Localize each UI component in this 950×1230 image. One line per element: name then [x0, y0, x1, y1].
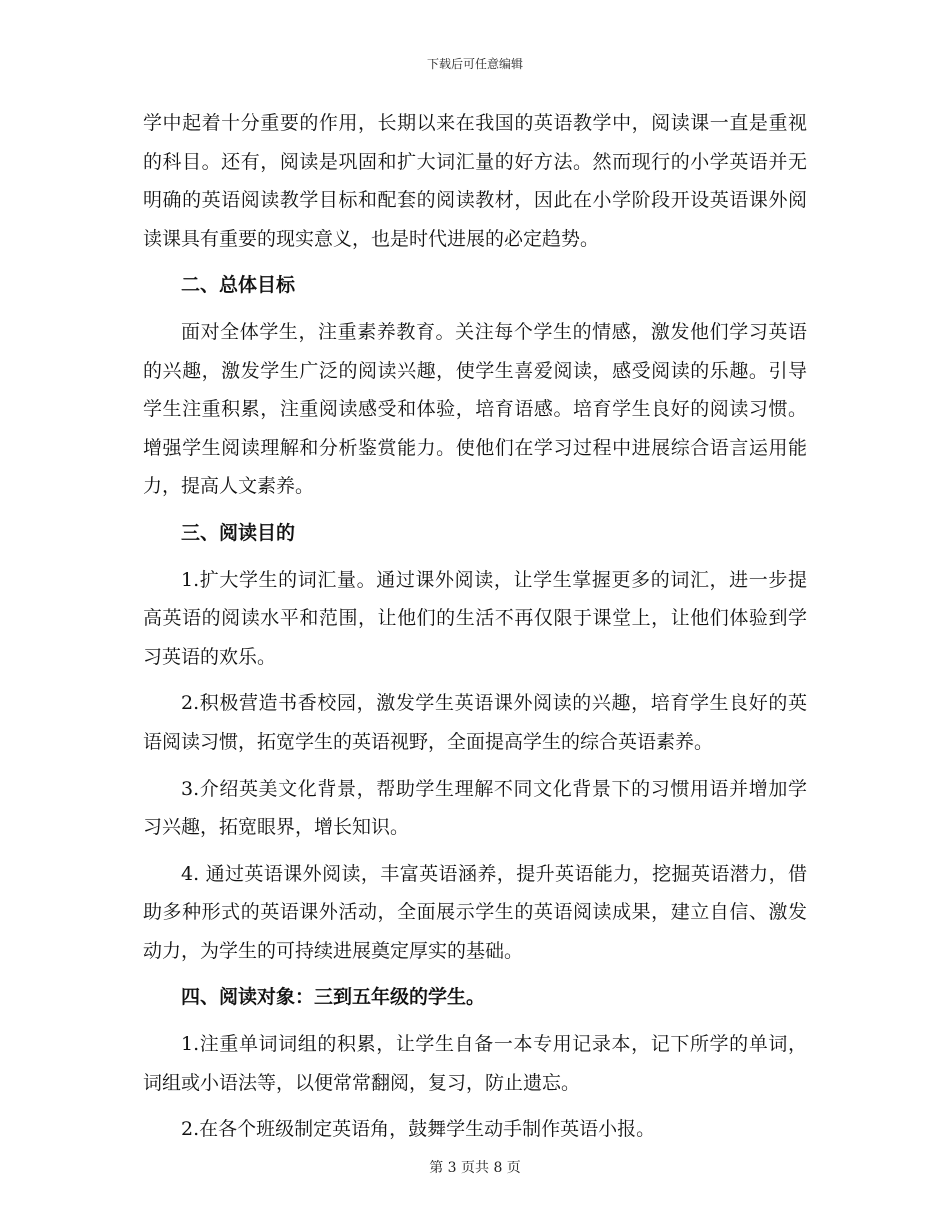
paragraph-purpose-4: 4. 通过英语课外阅读，丰富英语涵养，提升英语能力，挖掘英语潜力，借助多种形式的英语课外活动，全面展示学生的英语阅读成果，建立自信、激发动力，为学生的可持续进展奠定厚实的基础。	[143, 862, 807, 962]
page-footer: 第 3 页共 8 页	[429, 1160, 521, 1176]
paragraph-intro-continued: 学中起着十分重要的作用，长期以来在我国的英语教学中，阅读课一直是重视的科目。还有，阅读是巩固和扩大词汇量的好方法。然而现行的小学英语并无明确的英语阅读教学目标和配套的阅读教材，因此在小学阶段开设英语课外阅读课具有重要的现实意义，也是时代进展的必定趋势。	[143, 112, 807, 250]
paragraph-purpose-2: 2.积极营造书香校园，激发学生英语课外阅读的兴趣，培育学生良好的英语阅读习惯，拓宽学生的英语视野，全面提高学生的综合英语素养。	[143, 692, 807, 753]
paragraph-overall-goals: 面对全体学生，注重素养教育。关注每个学生的情感，激发他们学习英语的兴趣，激发学生广泛的阅读兴趣，使学生喜爱阅读，感受阅读的乐趣。引导学生注重积累，注重阅读感受和体验，培育语感。培育学生良好的阅读习惯。增强学生阅读理解和分析鉴赏能力。使他们在学习过程中进展综合语言运用能力，提高人文素养。	[143, 320, 807, 498]
section-heading-reading-audience: 四、阅读对象：三到五年级的学生。	[181, 986, 486, 1009]
section-heading-reading-purpose: 三、阅读目的	[181, 521, 296, 544]
paragraph-audience-2: 2.在各个班级制定英语角，鼓舞学生动手制作英语小报。	[181, 1118, 656, 1141]
paragraph-purpose-3: 3.介绍英美文化背景，帮助学生理解不同文化背景下的习惯用语并增加学习兴趣，拓宽眼界，增长知识。	[143, 777, 807, 839]
paragraph-audience-1: 1.注重单词词组的积累，让学生自备一本专用记录本，记下所学的单词，词组或小语法等，以便常常翻阅，复习，防止遗忘。	[143, 1033, 807, 1094]
paragraph-purpose-1: 1.扩大学生的词汇量。通过课外阅读，让学生掌握更多的词汇，进一步提高英语的阅读水平和范围，让他们的生活不再仅限于课堂上，让他们体验到学习英语的欢乐。	[143, 568, 807, 668]
document-body	[143, 104, 807, 1157]
section-heading-overall-goals: 二、总体目标	[181, 274, 296, 297]
page-header: 下载后可任意编辑	[426, 57, 523, 71]
